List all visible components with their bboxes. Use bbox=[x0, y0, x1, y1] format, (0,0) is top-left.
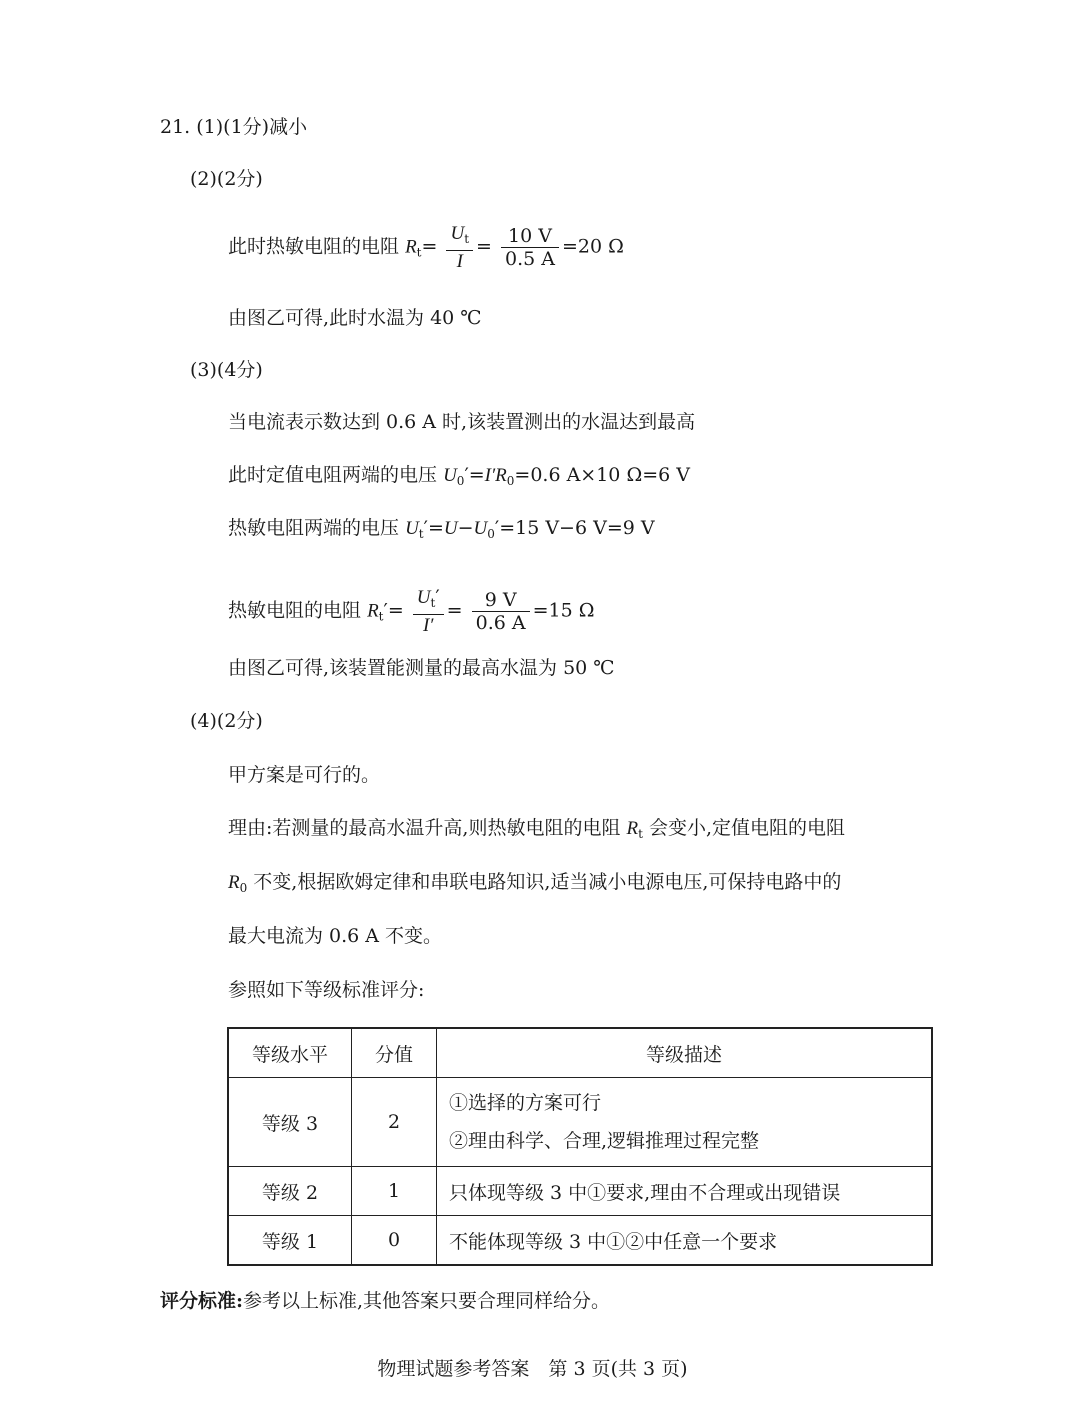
subscript: 0 bbox=[239, 881, 248, 895]
resistance-symbol: R bbox=[626, 818, 639, 839]
level-cell: 等级 2 bbox=[228, 1167, 352, 1216]
line-prefix: 此时定值电阻两端的电压 bbox=[228, 464, 438, 486]
fraction-values bbox=[501, 225, 559, 270]
q21-part4-heading: (4)(2分) bbox=[190, 710, 263, 732]
current-resistance-symbol: I′R bbox=[484, 465, 507, 486]
level-cell: 等级 3 bbox=[228, 1078, 352, 1167]
q21-part2-heading: (2)(2分) bbox=[190, 168, 263, 190]
minus: − bbox=[457, 517, 474, 539]
table-header-cell: 等级描述 bbox=[437, 1028, 933, 1078]
subscript: 0 bbox=[506, 474, 515, 488]
formula-result: =15 Ω bbox=[532, 599, 595, 622]
line-prefix: 热敏电阻两端的电压 bbox=[228, 517, 400, 539]
table-row bbox=[228, 1216, 932, 1266]
line-text: 理由:若测量的最高水温升高,则热敏电阻的电阻 bbox=[228, 817, 621, 839]
table-header-row bbox=[228, 1028, 932, 1078]
table-header-cell: 等级水平 bbox=[228, 1028, 352, 1078]
resistance-symbol: R bbox=[367, 600, 379, 622]
frac-numerator: 10 V bbox=[501, 225, 559, 248]
subscript: t bbox=[418, 527, 424, 541]
q21-part1-heading: 21. (1)(1分)减小 bbox=[160, 116, 308, 138]
voltage-symbol: U bbox=[443, 465, 457, 486]
frac-numerator-sub: t bbox=[430, 596, 436, 610]
frac-denominator: I bbox=[456, 251, 463, 272]
line-rest: =0.6 A×10 Ω=6 V bbox=[514, 464, 690, 486]
description-cell: 不能体现等级 3 中①②中任意一个要求 bbox=[437, 1216, 933, 1266]
q21-part4-line1: 甲方案是可行的。 bbox=[228, 764, 381, 786]
criteria-text: 参考以上标准,其他答案只要合理同样给分。 bbox=[243, 1290, 611, 1312]
page-footer: 物理试题参考答案 第 3 页(共 3 页) bbox=[377, 1358, 688, 1380]
resistance-symbol: R bbox=[405, 236, 417, 258]
q21-part3-line1: 当电流表示数达到 0.6 A 时,该装置测出的水温达到最高 bbox=[228, 411, 696, 433]
q21-part3-heading: (3)(4分) bbox=[190, 359, 263, 381]
formula-result: =20 Ω bbox=[561, 235, 624, 258]
level-cell: 等级 1 bbox=[228, 1216, 352, 1266]
q21-part3-line2 bbox=[228, 462, 690, 494]
line-text: 不变,根据欧姆定律和串联电路知识,适当减小电源电压,可保持电路中的 bbox=[253, 871, 842, 893]
q21-part4-line3 bbox=[228, 869, 841, 901]
line-text: 会变小,定值电阻的电阻 bbox=[648, 817, 846, 839]
score-cell: 0 bbox=[352, 1216, 437, 1266]
frac-denominator: I′ bbox=[422, 615, 434, 636]
description-line: ①选择的方案可行 bbox=[449, 1092, 602, 1114]
frac-numerator: 9 V bbox=[472, 589, 530, 612]
description-cell: 只体现等级 3 中①要求,理由不合理或出现错误 bbox=[437, 1167, 933, 1216]
q21-part3-line4 bbox=[228, 586, 595, 637]
q21-part3-line5: 由图乙可得,该装置能测量的最高水温为 50 ℃ bbox=[228, 657, 615, 679]
resistance-symbol: R bbox=[228, 872, 240, 893]
prime-equals: ′= bbox=[464, 464, 485, 486]
subscript: t bbox=[638, 827, 643, 841]
table-row bbox=[228, 1078, 932, 1167]
subscript: 0 bbox=[487, 527, 495, 541]
line-prefix: 热敏电阻的电阻 bbox=[228, 599, 362, 622]
description-line: ②理由科学、合理,逻辑推理过程完整 bbox=[449, 1130, 760, 1152]
fraction-u-over-i bbox=[413, 586, 444, 637]
table-header-cell: 分值 bbox=[352, 1028, 437, 1078]
grading-table bbox=[227, 1027, 933, 1266]
description-cell bbox=[437, 1078, 933, 1167]
fraction-values bbox=[472, 589, 530, 634]
frac-denominator: 0.5 A bbox=[505, 248, 555, 270]
q21-part3-line3 bbox=[228, 515, 655, 547]
frac-numerator-prime: ′ bbox=[435, 586, 440, 608]
table-row bbox=[228, 1167, 932, 1216]
frac-denominator: 0.6 A bbox=[475, 612, 526, 634]
score-cell: 1 bbox=[352, 1167, 437, 1216]
frac-numerator: U bbox=[416, 587, 431, 608]
q21-part4-line5: 参照如下等级标准评分: bbox=[228, 979, 425, 1001]
subscript: t bbox=[378, 609, 384, 624]
equals: = bbox=[476, 235, 492, 258]
equals: = bbox=[421, 235, 438, 258]
subscript: 0 bbox=[456, 474, 465, 488]
score-cell: 2 bbox=[352, 1078, 437, 1167]
line-rest: ′=15 V−6 V=9 V bbox=[494, 517, 655, 539]
criteria-label: 评分标准: bbox=[160, 1290, 244, 1312]
prime-equals: ′= bbox=[423, 517, 444, 539]
grading-criteria bbox=[160, 1288, 610, 1314]
q21-part4-line2 bbox=[228, 815, 845, 847]
voltage-symbol: U bbox=[405, 518, 419, 539]
formula-prefix: 此时热敏电阻的电阻 bbox=[228, 235, 400, 258]
fraction-u-over-i bbox=[446, 222, 473, 273]
voltage-symbol: U bbox=[443, 518, 458, 539]
q21-part4-line4: 最大电流为 0.6 A 不变。 bbox=[228, 925, 443, 947]
prime-equals: ′= bbox=[383, 599, 404, 622]
q21-part2-temperature: 由图乙可得,此时水温为 40 ℃ bbox=[228, 307, 482, 329]
subscript: t bbox=[416, 245, 422, 260]
frac-numerator: U bbox=[450, 223, 465, 244]
equals: = bbox=[446, 599, 463, 622]
q21-part2-formula bbox=[228, 222, 624, 273]
frac-numerator-sub: t bbox=[464, 232, 470, 246]
voltage-symbol: U bbox=[473, 518, 488, 539]
